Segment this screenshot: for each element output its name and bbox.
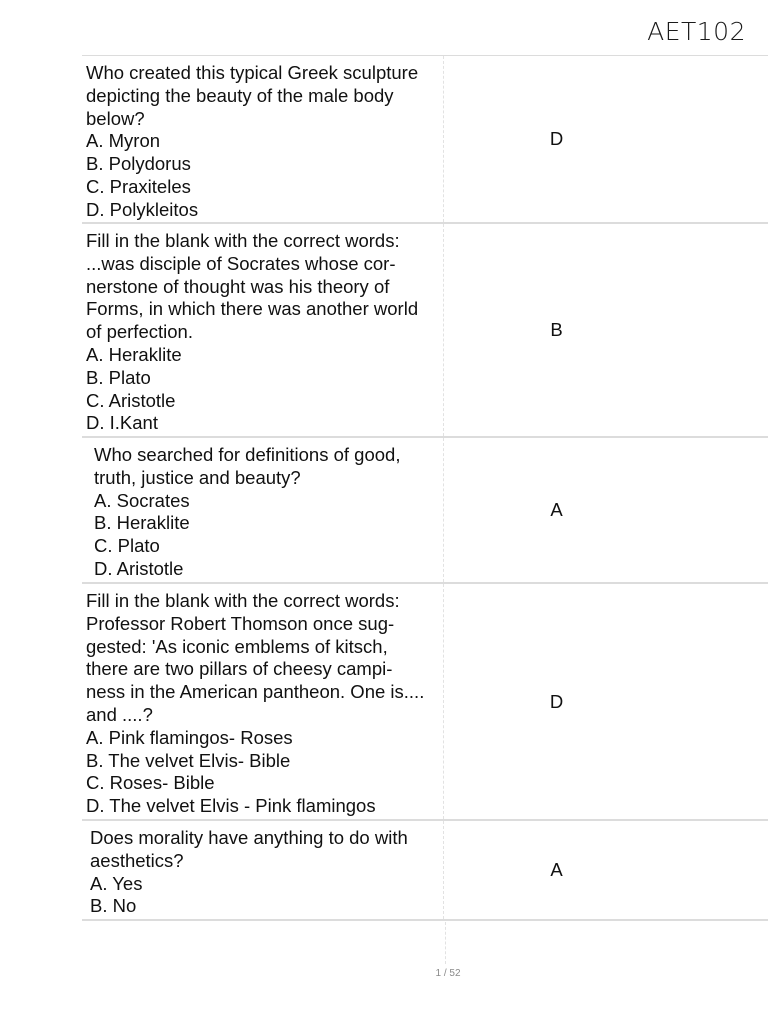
qa-table: [82, 55, 768, 921]
question-text: Who created this typical Greek sculpture depicting the beauty of the male body below? A. Myron B. Polydorus C. Praxiteles D. Polykleitos: [82, 56, 444, 222]
answer-cell: [444, 821, 768, 919]
answer-letter: A: [550, 859, 563, 880]
page-indicator: 1 / 52: [435, 968, 461, 979]
qa-row: [82, 224, 768, 438]
answer-letter: D: [549, 128, 564, 149]
answer-cell: [444, 224, 768, 436]
question-text: Fill in the blank with the correct words: ...was disciple of Socrates whose cor- nerstone of thought was his theory of Forms, in which there was another world of perfection. A. Heraklite B. Plato C. Aristotle D. I.Kant: [82, 224, 444, 436]
answer-letter: B: [550, 319, 563, 340]
qa-row: [82, 56, 768, 224]
answer-cell: [444, 56, 768, 222]
answer-cell: [444, 584, 768, 819]
course-code: AET102: [647, 17, 746, 46]
column-divider: [445, 922, 446, 964]
qa-row: [82, 821, 768, 921]
answer-cell: [444, 438, 768, 582]
question-text: Does morality have anything to do with aesthetics? A. Yes B. No: [82, 821, 444, 919]
answer-letter: A: [550, 499, 563, 520]
qa-row: [82, 584, 768, 821]
answer-letter: D: [549, 690, 564, 712]
question-text: Fill in the blank with the correct words: Professor Robert Thomson once sug- gested: 'As iconic emblems of kitsch, there are two pillars of cheesy campi- ness in the American pantheon. One is.... and ....? A. Pink flamingos- Roses B. The velvet Elvis- Bible C. Roses- Bible D. The velvet Elvis - Pink flamingos: [82, 584, 444, 819]
question-text: Who searched for definitions of good, truth, justice and beauty? A. Socrates B. Heraklite C. Plato D. Aristotle: [82, 438, 444, 582]
qa-row: [82, 438, 768, 584]
